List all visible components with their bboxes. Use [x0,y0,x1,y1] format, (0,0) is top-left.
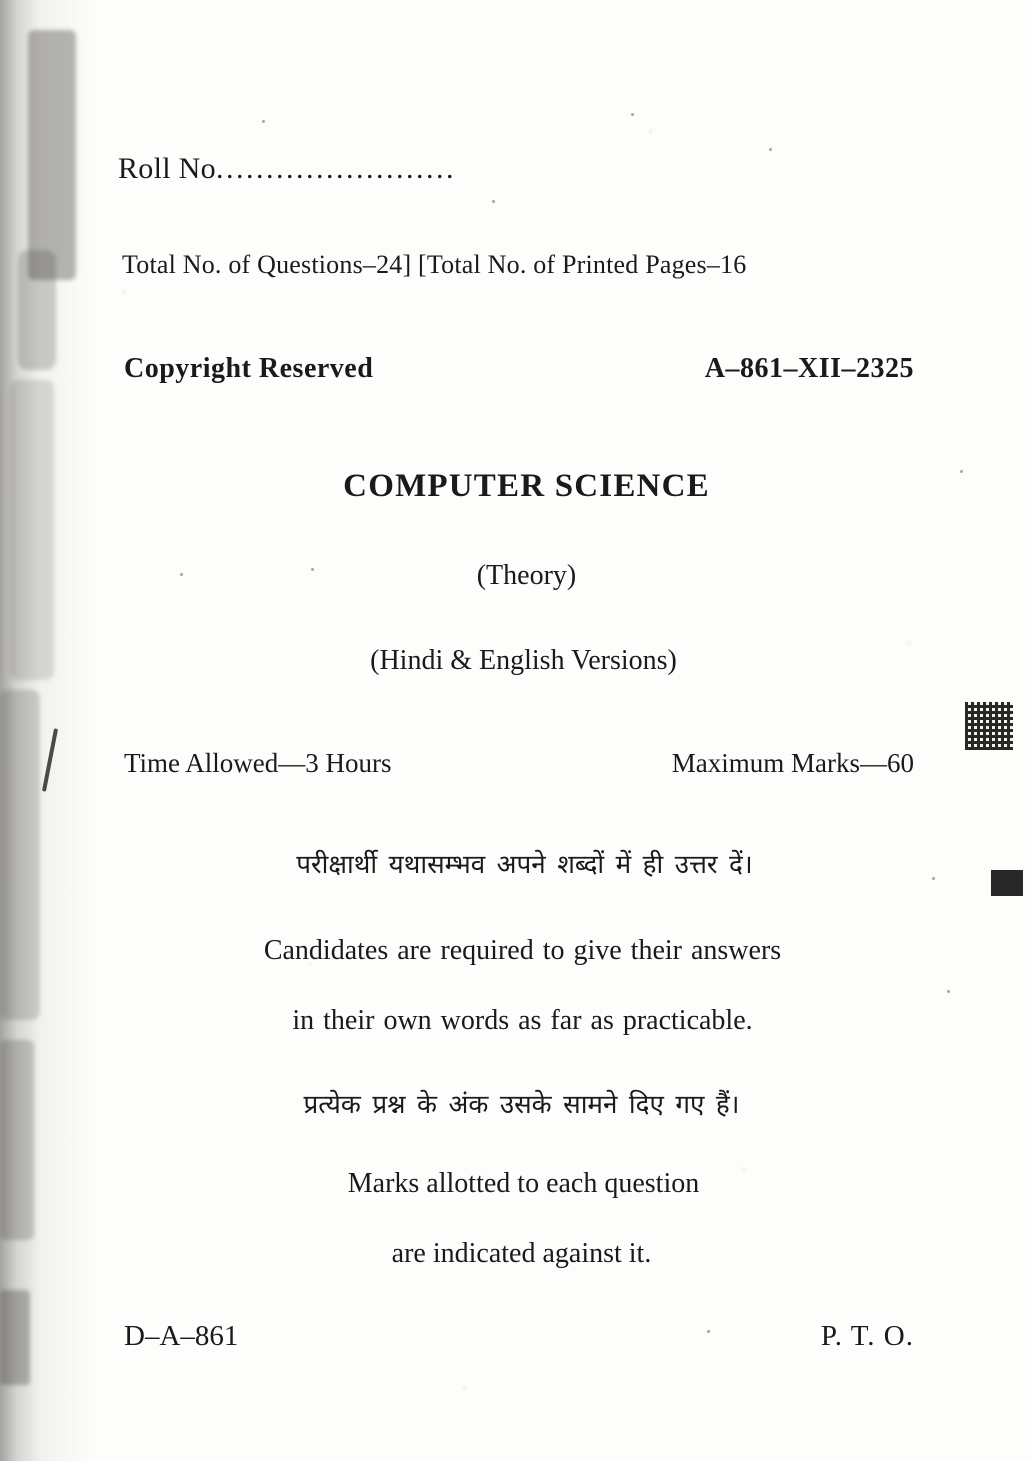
roll-no-dotted-line: ........................ [215,152,456,185]
copyright-notice: Copyright Reserved [124,353,374,384]
paper-versions: (Hindi & English Versions) [370,645,677,676]
speckle [769,148,772,151]
pen-stroke-mark [42,728,58,792]
speckle [947,990,950,993]
paper-code: A–861–XII–2325 [704,353,914,384]
instruction-english-marks-line1: Marks allotted to each question [347,1168,700,1199]
maximum-marks: Maximum Marks—60 [671,748,914,778]
totals-line: Total No. of Questions–24] [Total No. of Printed Pages–16 [122,250,747,279]
instruction-english-marks-line2: are indicated against it. [391,1238,652,1269]
paper-type: (Theory) [476,560,577,591]
instruction-hindi-marks: प्रत्येक प्रश्न के अंक उसके सामने दिए गए हैं। [303,1090,740,1119]
instruction-english-answers-line1: Candidates are required to give their answers [263,935,782,966]
roll-no-label: Roll No [118,152,216,185]
copyright-code-row [124,353,914,385]
speckle [492,200,495,203]
scan-smudge [10,380,54,680]
page-footer [124,1320,914,1353]
qr-code-icon [965,702,1013,750]
page-title: COMPUTER SCIENCE [343,468,710,504]
speckle [262,120,265,123]
scan-smudge [0,1290,30,1385]
roll-no-field[interactable] [118,152,456,186]
footer-code: D–A–861 [124,1320,239,1352]
instruction-hindi-answers: परीक्षार्थी यथासम्भव अपने शब्दों में ही उत्तर दें। [296,850,753,879]
time-allowed: Time Allowed—3 Hours [124,748,392,778]
page-turn-over-note: P. T. O. [820,1320,914,1352]
speckle [631,113,634,116]
time-and-marks-row [124,748,914,779]
scan-smudge [18,250,56,370]
scan-smudge [28,30,76,280]
scan-smudge [0,1040,34,1240]
instruction-english-answers-line2: in their own words as far as practicable. [292,1005,753,1036]
